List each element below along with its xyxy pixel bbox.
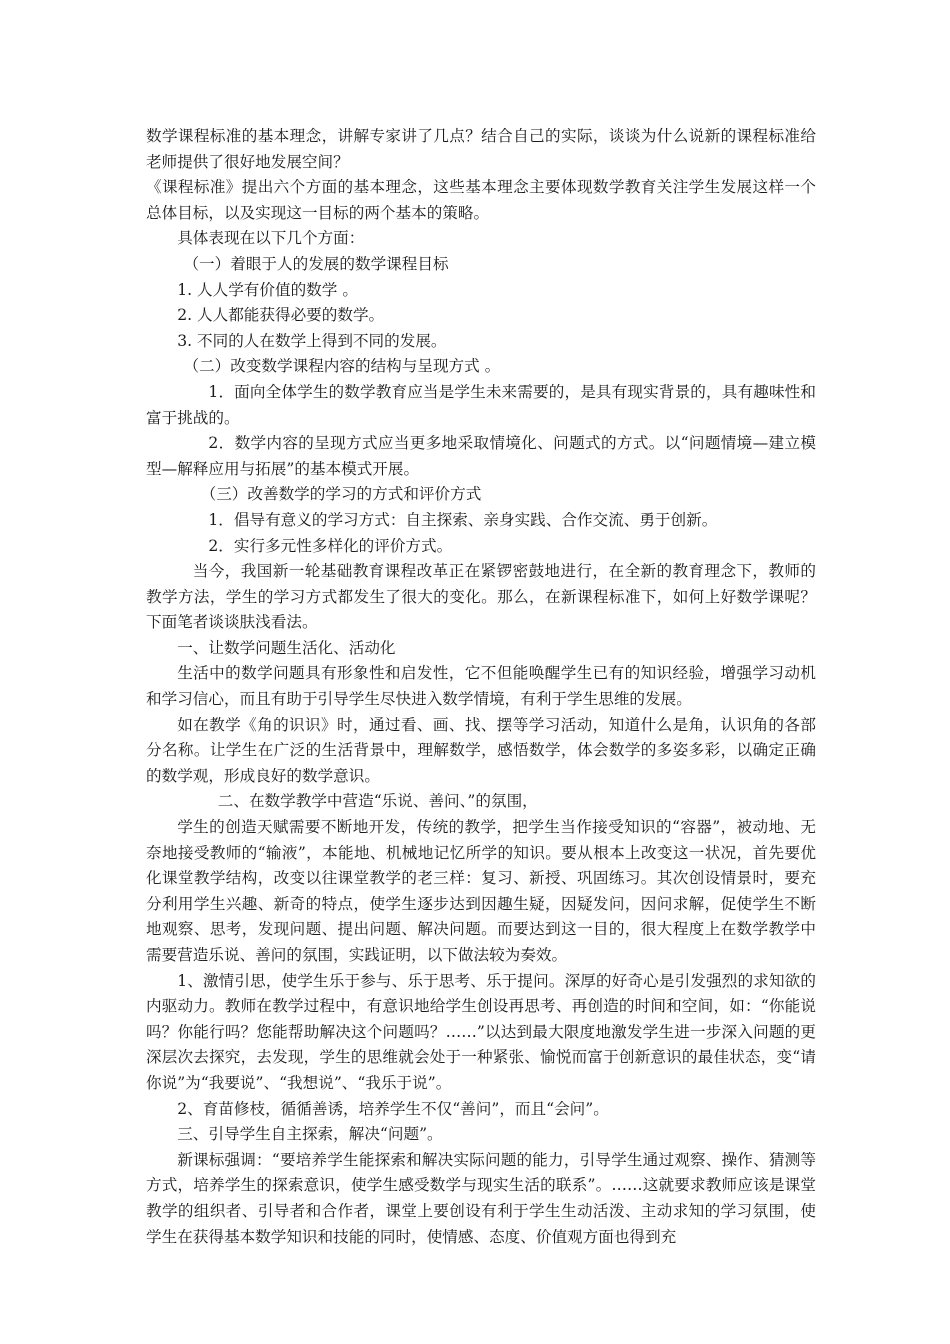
body-paragraph: 生活中的数学问题具有形象性和启发性，它不但能唤醒学生已有的知识经验，增强学习动机和学习信心，而且有助于引导学生尽快进入数学情境，有利于学生思维的发展。 — [146, 664, 816, 709]
answer-intro-paragraph: 《课程标准》提出六个方面的基本理念，这些基本理念主要体现数学教育关注学生发展这样一个总体目标，以及实现这一目标的两个基本的策略。 — [146, 178, 816, 222]
body-paragraph: 如在教学《角的识识》时，通过看、画、找、摆等学习活动，知道什么是角，认识角的各部分名称。让学生在广泛的生活背景中，理解数学，感悟数学，体会数学的多姿多彩，以确定正确的数学观，形成良好的数学意识。 — [146, 715, 816, 785]
list-item: 1．倡导有意义的学习方式：自主探索、亲身实践、合作交流、勇于创新。 — [208, 510, 718, 529]
section-heading: 二、在数学教学中营造“乐说、善问、”的氛围， — [217, 792, 538, 811]
list-item: 2．实行多元性多样化的评价方式。 — [208, 536, 453, 555]
aspects-intro: 具体表现在以下几个方面： — [177, 229, 365, 248]
list-item: 2．数学内容的呈现方式应当更多地采取情境化、问题式的方式。以“问题情境—建立模型—解释应用与拓展”的基本模式开展。 — [146, 434, 816, 478]
body-paragraph: 1、激情引思，使学生乐于参与、乐于思考、乐于提问。深厚的好奇心是引发强烈的求知欲的内驱动力。教师在教学过程中，有意识地给学生创设再思考、再创造的时间和空间，如：“你能说吗？你能行吗？您能帮助解决这个问题吗？……”以达到最大限度地激发学生进一步深入问题的更深层次去探究，去发现，学生的思维就会处于一种紧张、愉悦而富于创新意识的最佳状态，变“请你说”为“我要说”、“我想说”、“我乐于说”。 — [146, 971, 816, 1092]
list-item: 2. 人人都能获得必要的数学。 — [177, 306, 385, 325]
body-paragraph: 新课标强调：“要培养学生能探索和解决实际问题的能力，引导学生通过观察、操作、猜测等方式，培养学生的探索意识，使学生感受数学与现实生活的联系”。……这就要求教师应该是课堂教学的组织者、引导者和合作者，课堂上要创设有利于学生生动活泼、主动求知的学习氛围，使学生在获得基本数学知识和技能的同时，使情感、态度、价值观方面也得到充 — [146, 1150, 816, 1246]
list-item: 1. 人人学有价值的数学 。 — [177, 280, 358, 299]
section-heading-2: （二）改变数学课程内容的结构与呈现方式 。 — [183, 357, 501, 376]
body-paragraph: 学生的创造天赋需要不断地开发，传统的教学，把学生当作接受知识的“容器”，被动地、无奈地接受教师的“输液”，本能地、机械地记忆所学的知识。要从根本上改变这一状况，首先要优化课堂教学结构，改变以往课堂教学的老三样：复习、新授、巩固练习。其次创设情景时，要充分利用学生兴趣、新奇的特点，使学生逐步达到因趣生疑，因疑发问，因问求解，促使学生不断地观察、思考，发现问题、提出问题、解决问题。而要达到这一目的，很大程度上在数学教学中需要营造乐说、善问的氛围，实践证明，以下做法较为奏效。 — [146, 818, 816, 964]
body-paragraph: 当今，我国新一轮基础教育课程改革正在紧锣密鼓地进行，在全新的教育理念下，教师的教学方法，学生的学习方式都发生了很大的变化。那么，在新课程标准下，如何上好数学课呢？下面笔者谈谈肤浅看法。 — [146, 562, 816, 632]
list-item: 3. 不同的人在数学上得到不同的发展。 — [177, 331, 447, 350]
document-body — [146, 124, 816, 1250]
list-item: 1．面向全体学生的数学教育应当是学生未来需要的，是具有现实背景的，具有趣味性和富于挑战的。 — [146, 382, 816, 427]
section-heading-1: （一）着眼于人的发展的数学课程目标 — [183, 254, 449, 273]
question-paragraph: 数学课程标准的基本理念，讲解专家讲了几点？结合自己的实际，谈谈为什么说新的课程标准给老师提供了很好地发展空间？ — [146, 127, 816, 171]
section-heading: 三、引导学生自主探索，解决“问题”。 — [177, 1125, 443, 1144]
section-heading-3: （三）改善数学的学习的方式和评价方式 — [200, 485, 482, 504]
body-paragraph: 2、育苗修枝，循循善诱，培养学生不仅“善问”，而且“会问”。 — [177, 1099, 609, 1118]
section-heading: 一、让数学问题生活化、活动化 — [177, 638, 396, 657]
